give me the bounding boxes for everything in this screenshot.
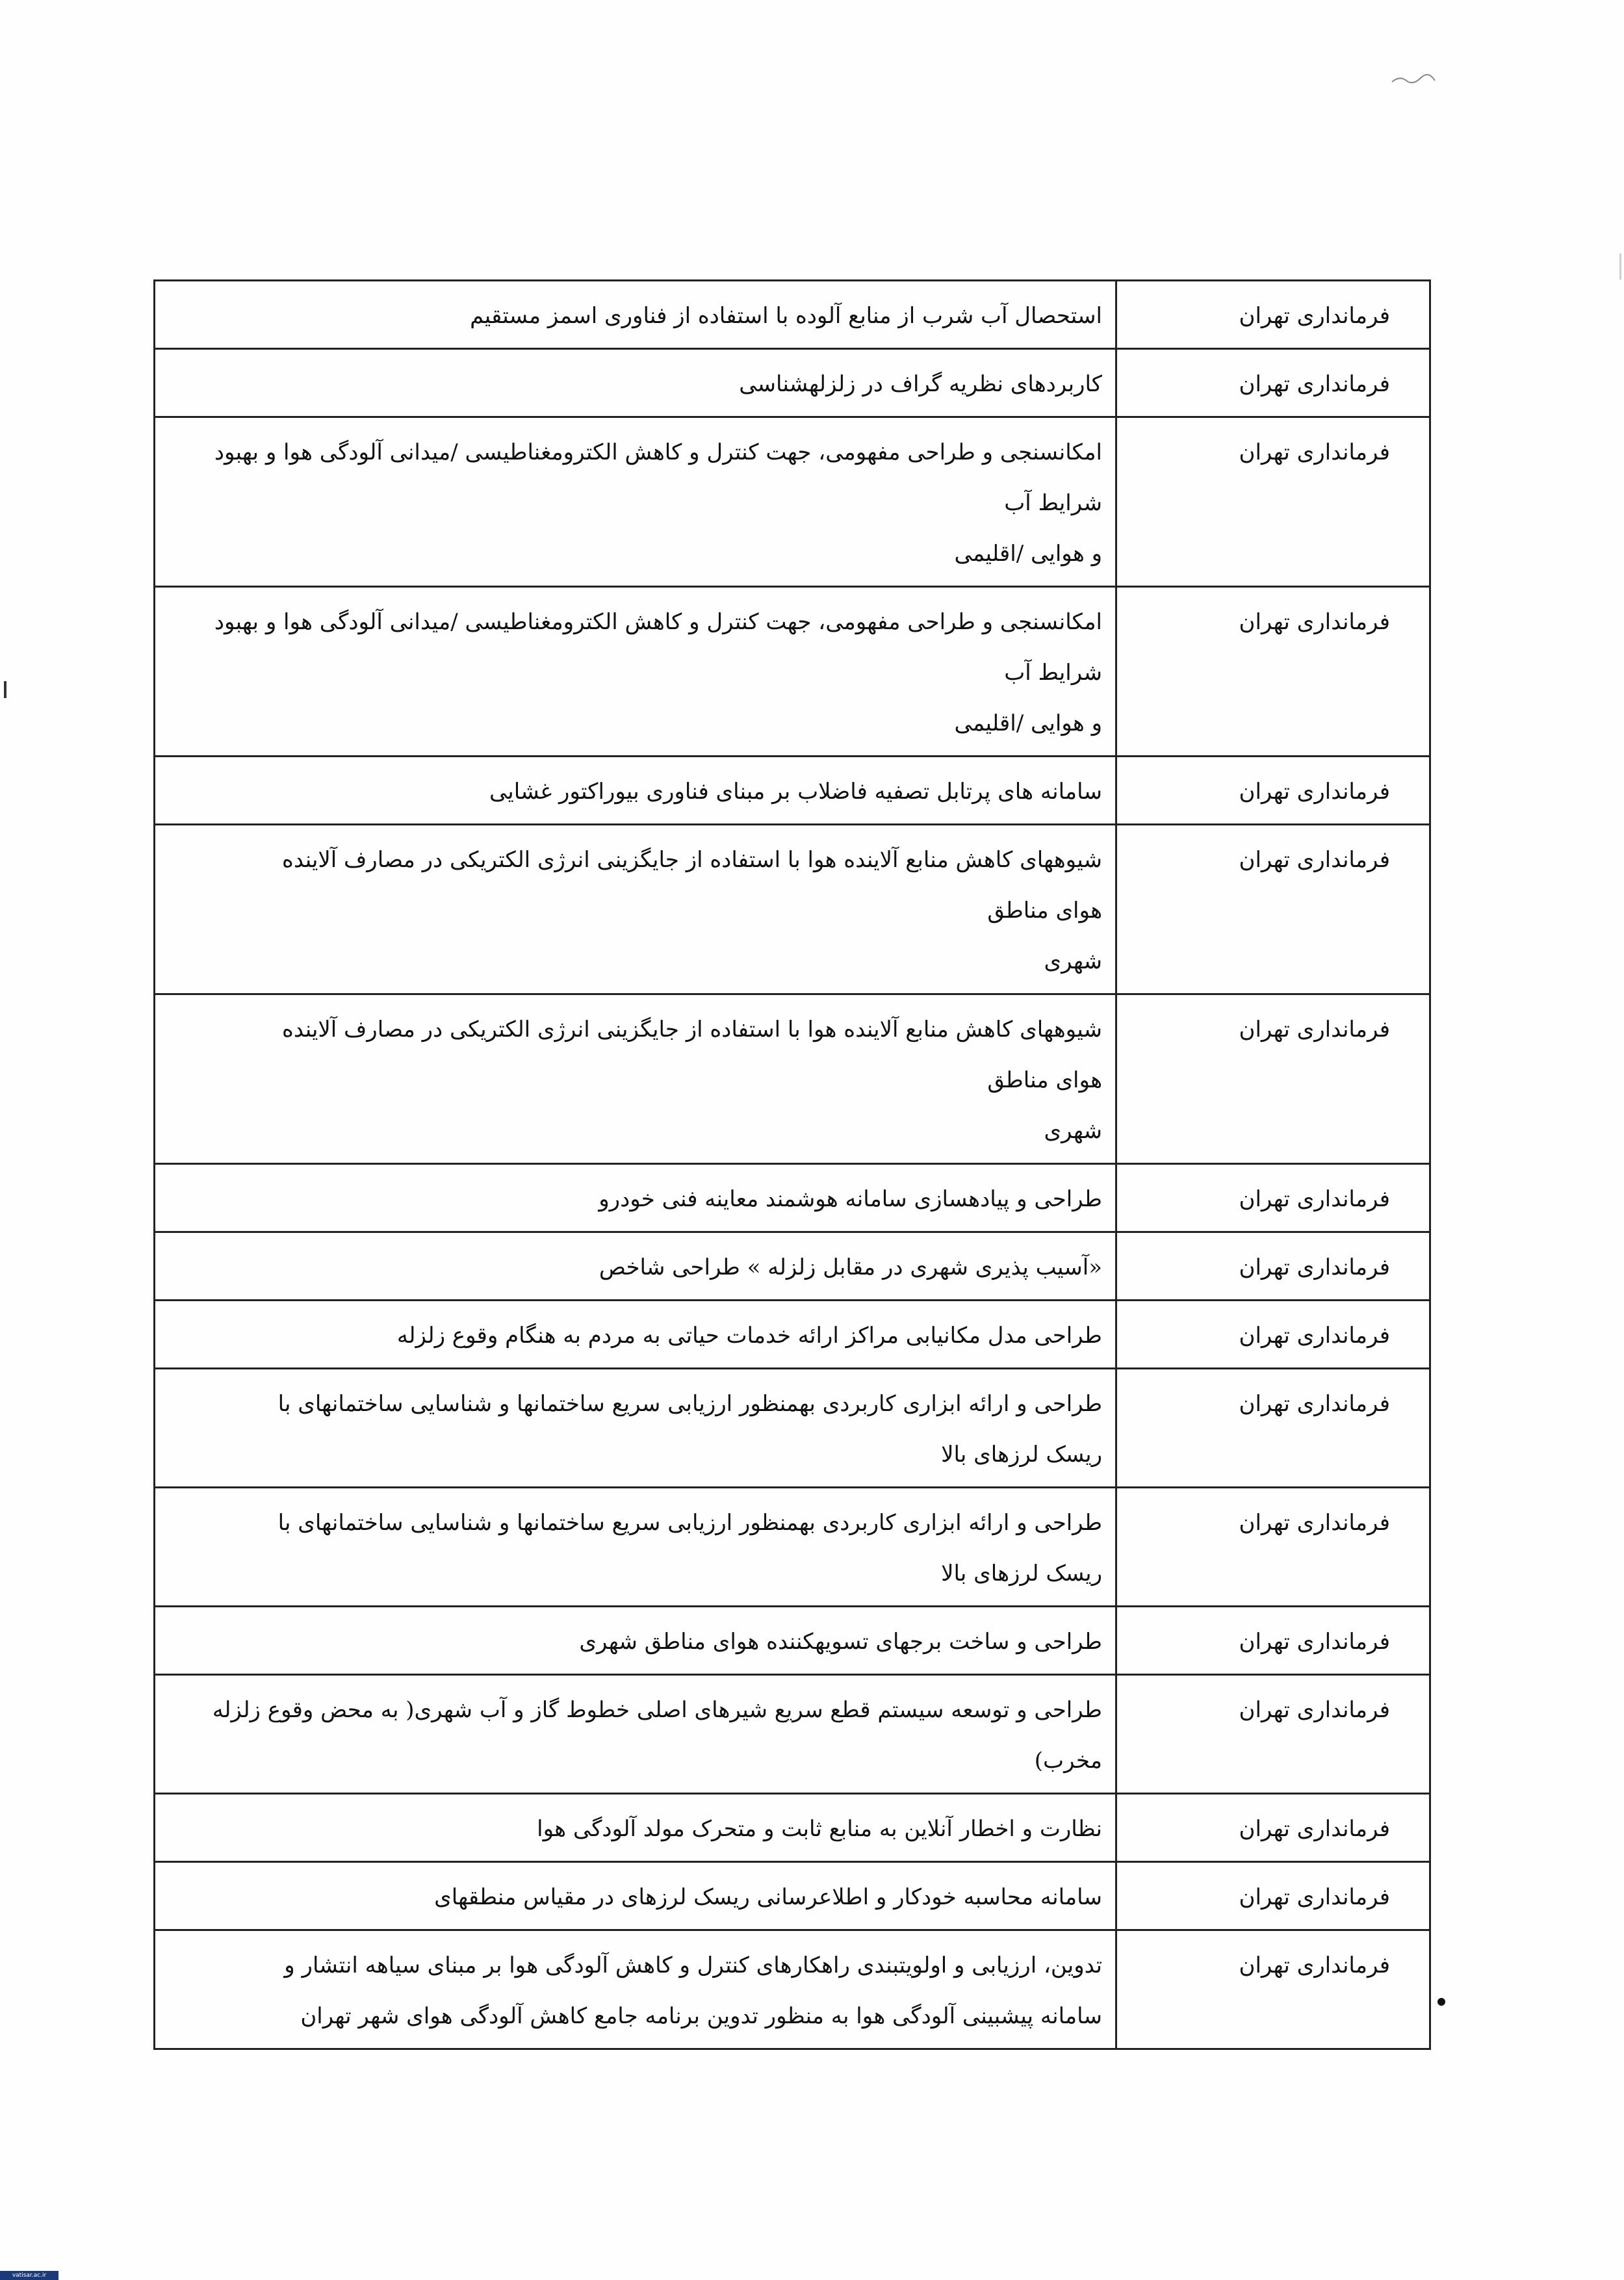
project-title-line: طراحی و پیادهسازی سامانه هوشمند معاینه فنی خودرو: [599, 1186, 1102, 1212]
organization-cell: فرمانداری تهران: [1116, 281, 1430, 349]
project-title-cell: [155, 1930, 1116, 2049]
table-row: [155, 1607, 1430, 1675]
project-title-line: ریسک لرزهای بالا: [941, 1561, 1102, 1587]
table-row: [155, 349, 1430, 417]
organization-cell: فرمانداری تهران: [1116, 1232, 1430, 1301]
project-title-line: تدوین، ارزیابی و اولویتبندی راهکارهای کنترل و کاهش آلودگی هوا بر مبنای سیاهه انتشار و: [284, 1952, 1102, 1978]
table-row: [155, 1369, 1430, 1488]
project-title-line: امکانسنجی و طراحی مفهومی، جهت کنترل و کاهش الکترومغناطیسی /میدانی آلودگی هوا و بهبود: [214, 439, 1102, 465]
project-title-cell: [155, 587, 1116, 757]
project-title-cell: [155, 1369, 1116, 1488]
organization-cell: فرمانداری تهران: [1116, 1488, 1430, 1607]
project-title-line: طراحی و ساخت برجهای تسویهکننده هوای مناطق شهری: [579, 1629, 1102, 1655]
project-title-line: طراحی و ارائه ابزاری کاربردی بهمنظور ارزیابی سریع ساختمانها و شناسایی ساختمانهای با: [277, 1510, 1102, 1536]
projects-table: [153, 279, 1431, 2050]
organization-cell: فرمانداری تهران: [1116, 1930, 1430, 2049]
table-row: [155, 1794, 1430, 1862]
project-title-line: و هوایی /اقلیمی: [954, 541, 1102, 567]
organization-cell: فرمانداری تهران: [1116, 1164, 1430, 1232]
project-title-cell: [155, 994, 1116, 1164]
table-row: [155, 757, 1430, 825]
project-title-line: شرایط آب: [1004, 660, 1102, 686]
table-row: [155, 1862, 1430, 1930]
project-title-cell: [155, 417, 1116, 587]
project-title-cell: [155, 825, 1116, 994]
project-title-line: شیوههای کاهش منابع آلاینده هوا با استفاده از جایگزینی انرژی الکتریکی در مصارف آلاینده: [282, 1017, 1102, 1043]
organization-cell: فرمانداری تهران: [1116, 349, 1430, 417]
project-title-line: سامانه پیشبینی آلودگی هوا به منظور تدوین برنامه جامع کاهش آلودگی هوای شهر تهران: [300, 2003, 1102, 2029]
organization-cell: فرمانداری تهران: [1116, 994, 1430, 1164]
organization-cell: فرمانداری تهران: [1116, 757, 1430, 825]
project-title-cell: [155, 1794, 1116, 1862]
project-title-line: نظارت و اخطار آنلاین به منابع ثابت و متحرک مولد آلودگی هوا: [537, 1816, 1102, 1842]
project-title-line: ریسک لرزهای بالا: [941, 1442, 1102, 1468]
project-title-line: شهری: [1044, 948, 1102, 974]
table-row: [155, 1930, 1430, 2049]
table-row: [155, 825, 1430, 994]
site-watermark: vatisar.ac.ir: [0, 2271, 58, 2280]
project-title-line: امکانسنجی و طراحی مفهومی، جهت کنترل و کاهش الکترومغناطیسی /میدانی آلودگی هوا و بهبود: [214, 609, 1102, 635]
project-title-line: هوای مناطق: [987, 1067, 1102, 1093]
organization-cell: فرمانداری تهران: [1116, 417, 1430, 587]
scan-scribble-mark: [1391, 73, 1436, 86]
project-title-line: شهری: [1044, 1118, 1102, 1144]
project-title-cell: [155, 281, 1116, 349]
project-title-line: کاربردهای نظریه گراف در زلزلهشناسی: [739, 371, 1102, 397]
project-title-cell: [155, 1164, 1116, 1232]
organization-cell: فرمانداری تهران: [1116, 1675, 1430, 1794]
organization-cell: فرمانداری تهران: [1116, 1369, 1430, 1488]
table-row: [155, 587, 1430, 757]
project-title-cell: [155, 1607, 1116, 1675]
project-title-line: طراحی مدل مکانیابی مراکز ارائه خدمات حیاتی به مردم به هنگام وقوع زلزله: [396, 1323, 1102, 1349]
project-title-cell: [155, 1862, 1116, 1930]
project-title-line: «آسیب پذیری شهری در مقابل زلزله » طراحی شاخص: [599, 1254, 1102, 1280]
scan-edge-mark: [4, 681, 6, 698]
project-title-line: سامانه محاسبه خودکار و اطلاعرسانی ریسک لرزهای در مقیاس منطقهای: [434, 1884, 1102, 1910]
table-row: [155, 281, 1430, 349]
table-row: [155, 1164, 1430, 1232]
table-row: [155, 1301, 1430, 1369]
project-title-line: و هوایی /اقلیمی: [954, 710, 1102, 736]
organization-cell: فرمانداری تهران: [1116, 1301, 1430, 1369]
organization-cell: فرمانداری تهران: [1116, 587, 1430, 757]
project-title-cell: [155, 1301, 1116, 1369]
table-row: [155, 994, 1430, 1164]
project-title-line: شرایط آب: [1004, 490, 1102, 516]
project-title-line: مخرب): [1034, 1748, 1102, 1774]
table-row: [155, 1488, 1430, 1607]
project-title-line: شیوههای کاهش منابع آلاینده هوا با استفاده از جایگزینی انرژی الکتریکی در مصارف آلاینده: [282, 847, 1102, 873]
project-title-line: هوای مناطق: [987, 898, 1102, 924]
projects-table-body: [155, 281, 1430, 2049]
project-title-line: استحصال آب شرب از منابع آلوده با استفاده از فناوری اسمز مستقیم: [470, 303, 1102, 329]
ink-dot-mark: [1437, 1998, 1445, 2006]
project-title-cell: [155, 1675, 1116, 1794]
project-title-line: طراحی و ارائه ابزاری کاربردی بهمنظور ارزیابی سریع ساختمانها و شناسایی ساختمانهای با: [277, 1391, 1102, 1417]
project-title-cell: [155, 1232, 1116, 1301]
project-title-line: طراحی و توسعه سیستم قطع سریع شیرهای اصلی خطوط گاز و آب شهری( به محض وقوع زلزله: [212, 1697, 1102, 1723]
project-title-cell: [155, 757, 1116, 825]
project-title-line: سامانه های پرتابل تصفیه فاضلاب بر مبنای فناوری بیوراکتور غشایی: [489, 779, 1102, 805]
scan-corner-mark: [1619, 253, 1621, 279]
table-row: [155, 1675, 1430, 1794]
project-title-cell: [155, 1488, 1116, 1607]
organization-cell: فرمانداری تهران: [1116, 1862, 1430, 1930]
organization-cell: فرمانداری تهران: [1116, 825, 1430, 994]
organization-cell: فرمانداری تهران: [1116, 1794, 1430, 1862]
project-title-cell: [155, 349, 1116, 417]
table-row: [155, 1232, 1430, 1301]
organization-cell: فرمانداری تهران: [1116, 1607, 1430, 1675]
table-row: [155, 417, 1430, 587]
